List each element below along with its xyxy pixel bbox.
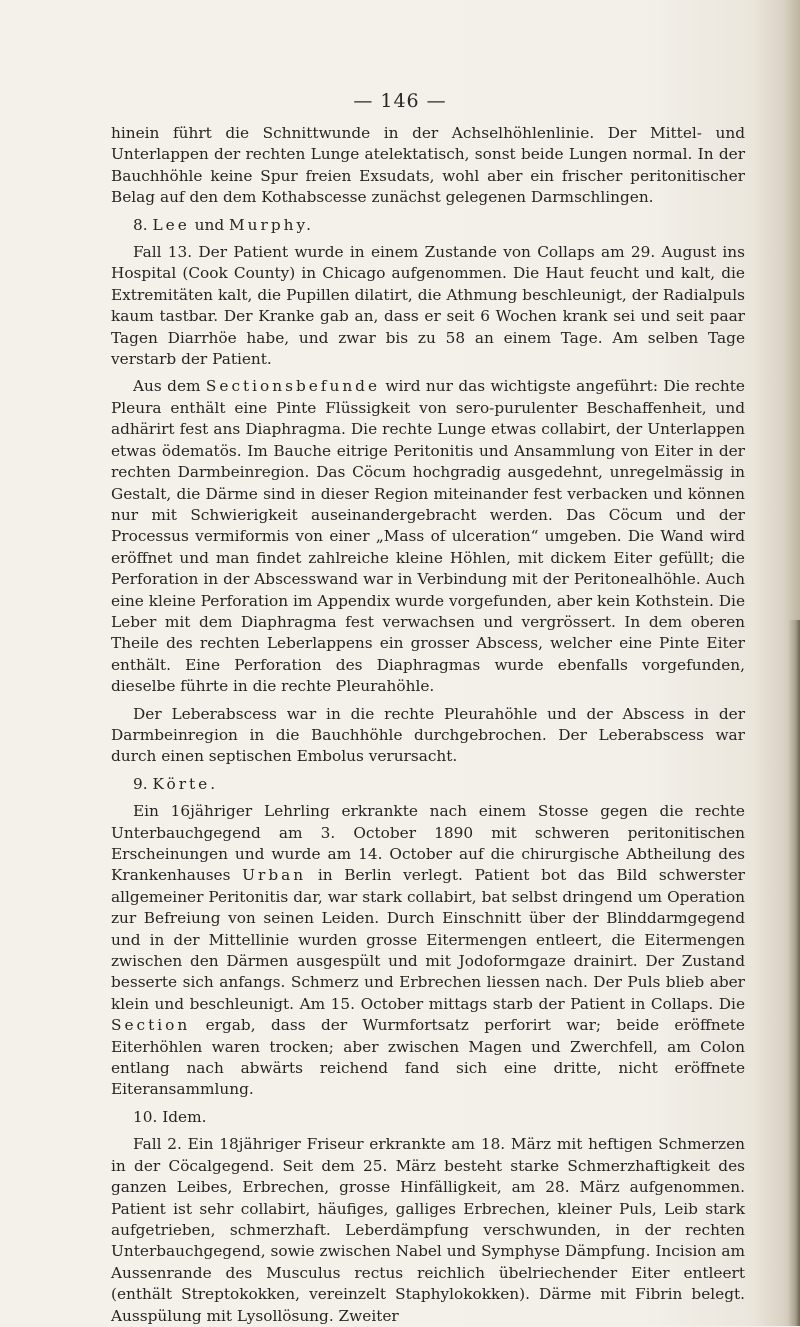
hospital-name: Urban (242, 866, 307, 885)
case-heading-korte (111, 774, 745, 795)
page-edge-shadow (788, 620, 800, 1326)
paragraph-text: ergab, dass der Wurmfortsatz perforirt war; beide eröffnete Eiterhöhlen waren trocken; aber zwischen Magen und Zwerchfell, am Colon entlang nach abwärts reichend fand sich eine dritte, nicht eröffnete Eiteransammlung. (111, 1016, 745, 1099)
conjunction: und (194, 215, 225, 234)
author-name: Körte. (152, 774, 219, 793)
paragraph-continuation: hinein führt die Schnittwunde in der Achselhöhlenlinie. Der Mittel- und Unterlappen der rechten Lunge atelektatisch, sonst beide Lungen normal. In der Bauchhöhle keine Spur freien Exsudats, wohl aber ein frischer peritonitischer Belag auf den dem Kothabscesse zunächst gelegenen Darmschlingen. (111, 124, 745, 207)
case-number: 8. (133, 215, 148, 234)
author-name: Lee (152, 215, 190, 234)
lead-text: Aus dem (133, 377, 201, 396)
paragraph-text: in Berlin verlegt. Patient bot das Bild schwerster allgemeiner Peritonitis dar, war stark collabirt, bat selbst dringend um Operation zur Befreiung von seinen Leiden. Durch Einschnitt über der Blinddarmgegend und in der Mittellinie wurden grosse Eitermengen entleert, die Eitermengen zwischen den Därmen ausgespült und mit Jodoformgaze drainirt. Der Zustand besserte sich anfangs. Schmerz und Erbrechen liessen nach. Der Puls blieb aber klein und beschleunigt. Am 15. October mittags starb der Patient in Collaps. Die (111, 866, 745, 1013)
paragraph-text: Ein 16jähriger Lehrling erkrankte nach einem Stosse gegen die rechte Unterbauchgegend am 3. October 1890 mit schweren peritonitischen Erscheinungen und wurde am 14. October auf die chirurgische Abtheilung des Krankenhauses (111, 802, 745, 885)
case-number: 9. (133, 774, 148, 793)
paragraph-fall-13: Fall 13. Der Patient wurde in einem Zustande von Collaps am 29. August ins Hospital (Cook County) in Chicago aufgenommen. Die Haut feucht und kalt, die Extremitäten kalt, die Pupillen dilatirt, die Athmung beschleunigt, der Radialpuls kaum tastbar. Der Kranke gab an, dass er seit 6 Wochen krank sei und seit paar Tagen Diarrhöe habe, und zwar bis zu 58 an einem Tage. Am selben Tage verstarb der Patient. (111, 243, 745, 369)
body-text (111, 123, 745, 1327)
paragraph-16jahriger (111, 801, 745, 1101)
paragraph-sectionsbefunde (111, 376, 745, 697)
paragraph-text: wird nur das wichtigste angeführt: Die rechte Pleura enthält eine Pinte Flüssigkeit von sero-purulenter Beschaffenheit, und adhärirt fest ans Diaphragma. Die rechte Lunge etwas collabirt, der Unterlappen etwas ödematös. Im Bauche eitrige Peritonitis und Ansammlung von Eiter in der rechten Darmbeinregion. Das Cöcum hochgradig ausgedehnt, unregelmässig in Gestalt, die Därme sind in dieser Region miteinander fest verbacken und können nur mit Schwierigkeit auseinandergebracht werden. Das Cöcum und der Processus vermiformis von einer „Mass of ulceration“ umgeben. Die Wand wird eröffnet und man findet zahlreiche kleine Höhlen, mit dickem Eiter gefüllt; die Perforation in der Abscesswand war in Verbindung mit der Peritonealhöhle. Auch eine kleine Perforation im Appendix wurde vorgefunden, aber kein Kothstein. Die Leber mit dem Diaphragma fest verwachsen und vergrössert. In dem oberen Theile des rechten Leberlappens ein grosser Abscess, welcher eine Pinte Eiter enthält. Eine Perforation des Diaphragmas wurde ebenfalls vorgefunden, dieselbe führte in die rechte Pleurahöhle. (111, 377, 745, 696)
case-heading-lee-murphy (111, 215, 745, 236)
author-name: Murphy. (229, 215, 314, 234)
paragraph-leberabscess: Der Leberabscess war in die rechte Pleurahöhle und der Abscess in der Darmbeinregion in die Bauchhöhle durchgebrochen. Der Leberabscess war durch einen septischen Embolus verursacht. (111, 704, 745, 766)
case-heading-idem: 10. Idem. (133, 1107, 207, 1126)
paragraph-fall-2: Fall 2. Ein 18jähriger Friseur erkrankte am 18. März mit heftigen Schmerzen in der Cöcalgegend. Seit dem 25. März besteht starke Schmerzhaftigkeit des ganzen Leibes, Erbrechen, grosse Hinfälligkeit, am 28. März aufgenommen. Patient ist sehr collabirt, häufiges, galliges Erbrechen, kleiner Puls, Leib stark aufgetrieben, schmerzhaft. Leberdämpfung verschwunden, in der rechten Unterbauchgegend, sowie zwischen Nabel und Symphyse Dämpfung. Incision am Aussenrande des Musculus rectus reichlich übelriechender Eiter entleert (enthält Streptokokken, vereinzelt Staphylokokken). Därme mit Fibrin belegt. Ausspülung mit Lysollösung. Zweiter (111, 1135, 745, 1325)
emphasized-term: Sectionsbefunde (205, 377, 381, 396)
emphasized-term: Section (111, 1016, 191, 1035)
page-number: — 146 — (353, 90, 447, 112)
